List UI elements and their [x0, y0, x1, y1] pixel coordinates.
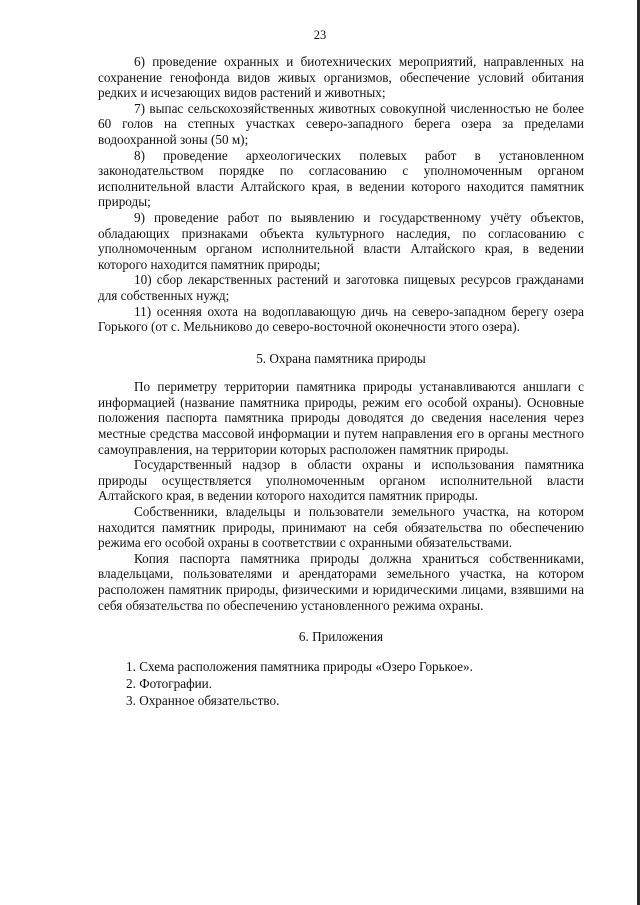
page-content [98, 54, 584, 709]
appendix-item: 2. Фотографии. [126, 675, 213, 691]
section-5-paragraph: Государственный надзор в области охраны и использования памятника природы осуществляется уполномоченным органом исполнительной власти Алтайского края, в ведении которого находится памятник природы. [98, 457, 584, 504]
section-6-heading: 6. Приложения [298, 629, 384, 645]
permitted-item-10: 10) сбор лекарственных растений и заготовка пищевых ресурсов гражданами для собственных нужд; [98, 272, 584, 303]
appendix-item: 1. Схема расположения памятника природы «Озеро Горькое». [126, 658, 473, 674]
section-5-heading: 5. Охрана памятника природы [256, 350, 426, 366]
permitted-item-8: 8) проведение археологических полевых работ в установленном законодательством порядке по согласованию с уполномоченным органом исполнительной власти Алтайского края, в ведении которого находится памятник природы; [98, 147, 584, 210]
section-5-paragraph: По периметру территории памятника природы устанавливаются аншлаги с информацией (название памятника природы, режим его особой охраны). Основные положения паспорта памятника природы доводятся до сведения населения через местные средства массовой информации и путем направления его в органы местного самоуправления, на территории которых расположен памятник природы. [98, 379, 584, 457]
appendix-item: 3. Охранное обязательство. [126, 692, 280, 708]
section-5-paragraph: Копия паспорта памятника природы должна храниться собственниками, владельцами, пользователями и арендаторами земельного участка, на котором расположен памятник природы, физическими и юридическими лицами, взявшими на себя обязательства по обеспечению установленного режима охраны. [98, 550, 584, 613]
appendix-list [98, 658, 584, 709]
page-number: 23 [313, 28, 327, 42]
permitted-item-6: 6) проведение охранных и биотехнических мероприятий, направленных на сохранение генофонда видов живых организмов, обеспечение условий обитания редких и исчезающих видов растений и животных; [98, 54, 584, 101]
permitted-item-9: 9) проведение работ по выявлению и государственному учёту объектов, обладающих признаками объекта культурного наследия, по согласованию с уполномоченным органом исполнительной власти Алтайского края, в ведении которого находится памятник природы; [98, 209, 584, 272]
section-5-paragraph: Собственники, владельцы и пользователи земельного участка, на котором находится памятник природы, принимают на себя обязательства по обеспечению режима его особой охраны в соответствии с охранными обязательствами. [98, 504, 584, 551]
permitted-item-7: 7) выпас сельскохозяйственных животных совокупной численностью не более 60 голов на степных участках северо-западного берега озера за пределами водоохранной зоны (50 м); [98, 100, 584, 147]
permitted-item-11: 11) осенняя охота на водоплавающую дичь на северо-западном берегу озера Горького (от с. Мельниково до северо-восточной оконечности этого озера). [98, 303, 584, 335]
